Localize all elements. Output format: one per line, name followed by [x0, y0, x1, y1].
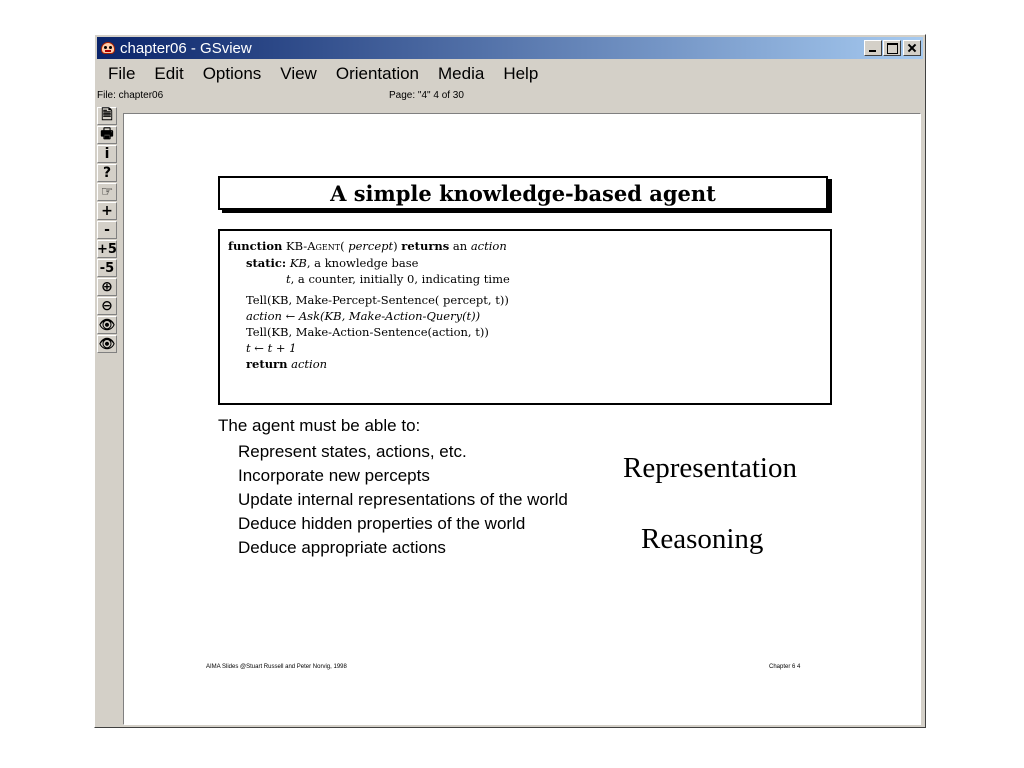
slide-title: A simple knowledge-based agent [330, 180, 716, 206]
help-icon[interactable]: ? [97, 164, 117, 182]
window-controls [863, 40, 921, 56]
maximize-button[interactable] [883, 40, 901, 56]
gsview-window [94, 34, 926, 728]
algo-line-2: static: KB, a knowledge base [246, 256, 419, 270]
slide-footer-right: Chapter 6 4 [769, 664, 801, 670]
status-file: File: chapter06 [97, 90, 164, 101]
menu-media[interactable]: Media [438, 64, 485, 83]
prev-page-icon[interactable]: - [97, 221, 117, 239]
print-icon[interactable]: 🖶 [97, 126, 117, 144]
open-icon[interactable]: 🗎 [97, 107, 117, 125]
algorithm-box [218, 229, 832, 405]
representation-label: Representation [623, 452, 797, 484]
bullet-item: Deduce appropriate actions [238, 538, 446, 557]
zoom-in-icon[interactable]: ⊕ [97, 278, 117, 296]
menu-help[interactable]: Help [503, 64, 539, 83]
algo-line-8: return action [246, 357, 328, 371]
menu-file[interactable]: File [108, 64, 136, 83]
algo-line-5: action ← Ask(KB, Make-Action-Query(t)) [246, 309, 481, 323]
status-page: Page: "4" 4 of 30 [389, 90, 464, 101]
find-next-icon[interactable]: 👁 [98, 336, 116, 352]
window-title: chapter06 - GSview [120, 39, 252, 57]
skip-forward-icon[interactable]: +5 [97, 241, 117, 257]
bullet-item: Update internal representations of the world [238, 490, 568, 509]
minimize-button[interactable] [864, 40, 882, 56]
title-bar[interactable] [97, 37, 923, 59]
reasoning-label: Reasoning [641, 523, 764, 555]
next-page-icon[interactable]: + [97, 202, 117, 220]
bullets-heading: The agent must be able to: [218, 416, 421, 435]
menu-orientation[interactable]: Orientation [335, 64, 420, 83]
slide-footer-left: AIMA Slides @Stuart Russell and Peter Norvig, 1998 [206, 664, 347, 670]
zoom-out-icon[interactable]: ⊖ [97, 297, 117, 315]
menu-bar [97, 61, 923, 87]
menu-edit[interactable]: Edit [154, 64, 184, 83]
goto-page-icon[interactable]: ☞ [97, 183, 117, 201]
close-button[interactable] [903, 40, 921, 56]
bullet-item: Deduce hidden properties of the world [238, 514, 526, 533]
bullet-item: Incorporate new percepts [238, 466, 430, 485]
bullet-item: Represent states, actions, etc. [238, 442, 467, 461]
gsview-app-icon[interactable] [100, 40, 116, 56]
info-icon[interactable]: i [97, 145, 117, 163]
algo-line-6: Tell(KB, Make-Action-Sentence(action, t)) [246, 325, 489, 339]
algo-line-4: Tell(KB, Make-Percept-Sentence( percept, t)) [246, 293, 509, 307]
toolbar [97, 107, 119, 354]
algo-line-3: t, a counter, initially 0, indicating time [286, 272, 510, 286]
skip-back-icon[interactable]: -5 [97, 259, 117, 277]
menu-view[interactable]: View [280, 64, 317, 83]
algo-line-1: function KB-Agent( percept) returns an action [228, 239, 507, 253]
document-viewport[interactable] [123, 113, 921, 725]
menu-options[interactable]: Options [202, 64, 262, 83]
status-bar [97, 89, 923, 103]
algo-line-7: t ← t + 1 [246, 341, 297, 355]
find-text-icon[interactable]: 👁 [98, 317, 116, 333]
slide-title-box [218, 176, 828, 210]
